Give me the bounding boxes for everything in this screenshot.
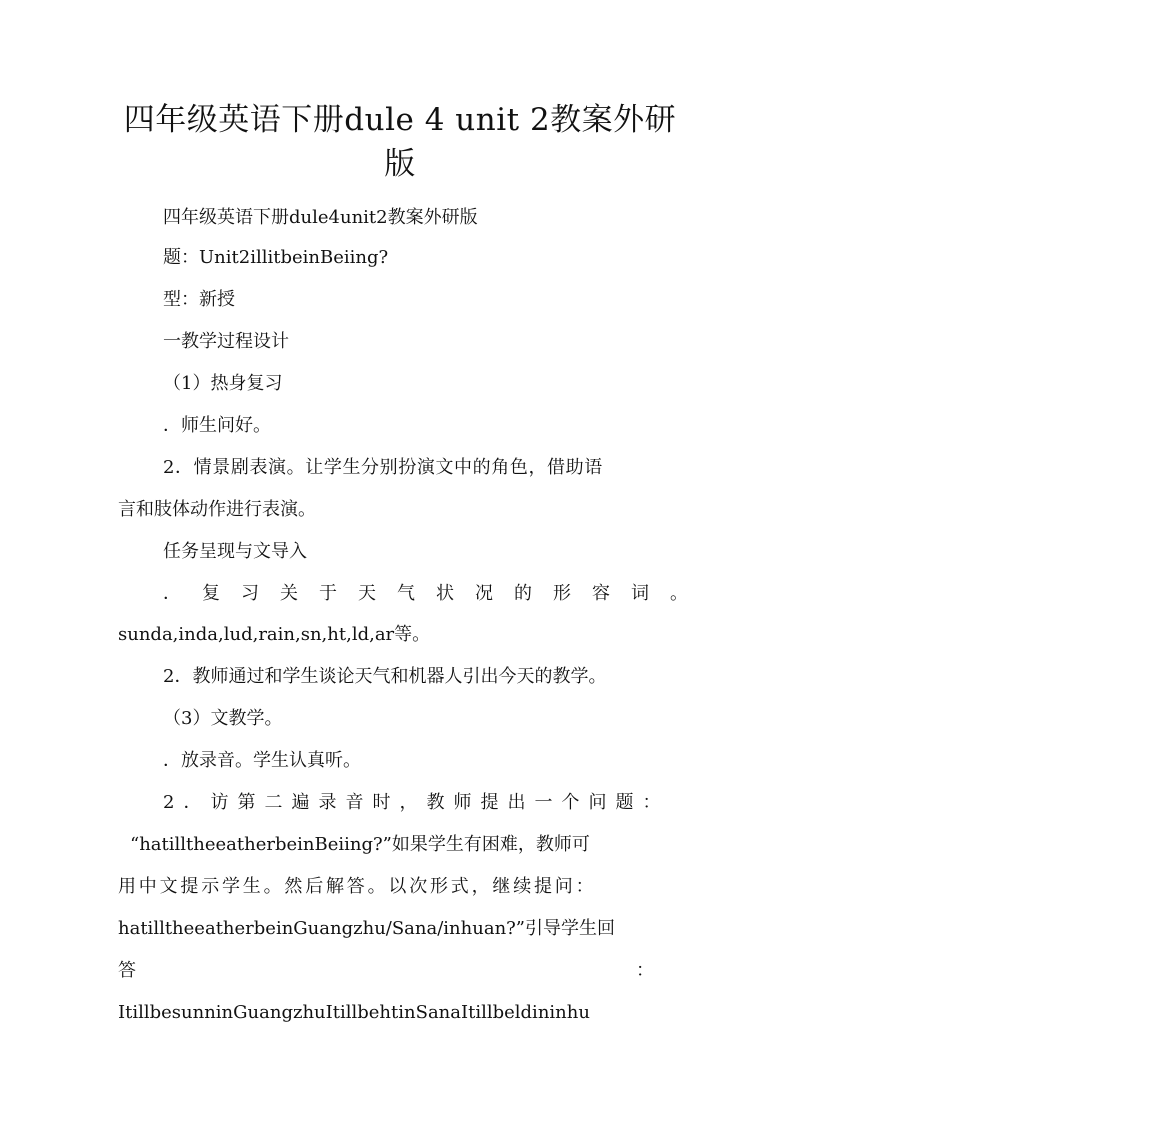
paragraph-line: 言和肢体动作进行表演。 (118, 499, 316, 520)
paragraph-line: 2．情景剧表演。让学生分别扮演文中的角色，借助语 (163, 457, 603, 478)
paragraph-line: ．师生问好。 (163, 415, 271, 436)
paragraph-line: 2．访第二遍录音时，教师提出一个问题： (163, 792, 670, 813)
paragraph-line: 答： (118, 960, 1154, 981)
step-heading: 任务呈现与文导入 (163, 541, 307, 562)
paragraph-line: 用中文提示学生。然后解答。以次形式，继续提问： (118, 876, 597, 897)
step-heading: （1）热身复习 (163, 373, 283, 394)
intro-line: 四年级英语下册dule4unit2教案外研版 (163, 207, 478, 228)
paragraph-line: hatilltheeatherbeinGuangzhu/Sana/inhuan?”引导学生回 (118, 918, 616, 939)
paragraph-line: 2．教师通过和学生谈论天气和机器人引出今天的教学。 (163, 666, 607, 687)
paragraph-line: sunda,inda,lud,rain,sn,ht,ld,ar等。 (118, 624, 431, 645)
paragraph-line: ItillbesunninGuangzhuItillbehtinSanaItillbeldininhu (118, 1002, 590, 1023)
section-heading: 一教学过程设计 (163, 331, 289, 352)
paragraph-line: ．放录音。学生认真听。 (163, 750, 361, 771)
step-heading: （3）文教学。 (163, 708, 283, 729)
document-title-continued: 版 (384, 146, 416, 182)
paragraph-line: “hatilltheeatherbeinBeiing?”如果学生有困难，教师可 (130, 834, 590, 855)
topic-line: 题：Unit2illitbeinBeiing? (163, 247, 389, 268)
paragraph-line: ．复习关于天气状况的形容词。 (163, 583, 709, 604)
type-line: 型：新授 (163, 289, 235, 310)
document-title: 四年级英语下册dule 4 unit 2教案外研 (123, 102, 677, 138)
